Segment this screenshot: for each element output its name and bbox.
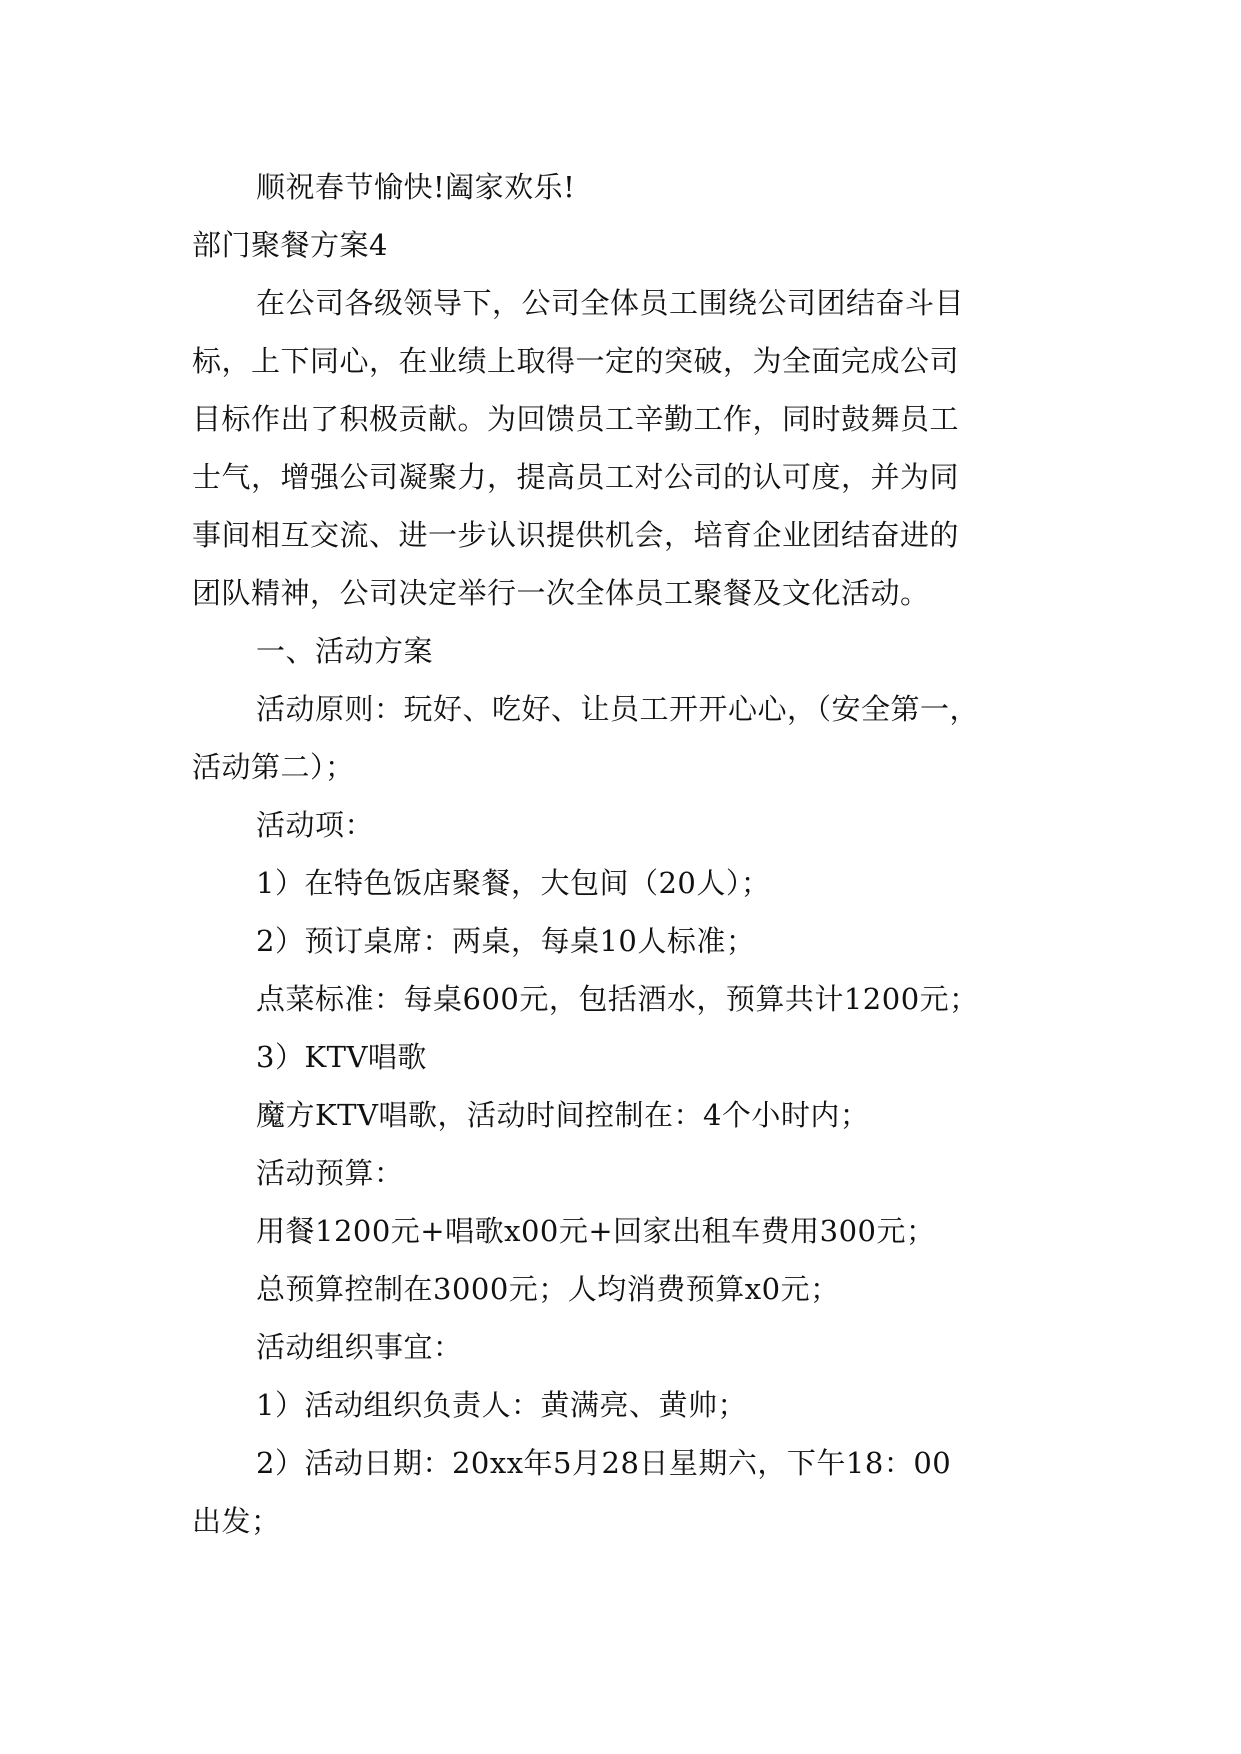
list-item: 2）预订桌席：两桌，每桌10人标准； — [256, 924, 756, 958]
section-title: 部门聚餐方案4 — [192, 228, 388, 262]
paragraph-line: 魔方KTV唱歌，活动时间控制在：4个小时内； — [256, 1098, 870, 1132]
paragraph-line: 用餐1200元+唱歌x00元+回家出租车费用300元； — [256, 1214, 936, 1248]
paragraph-line: 活动组织事宜： — [256, 1330, 463, 1364]
paragraph-line: 目标作出了积极贡献。为回馈员工辛勤工作，同时鼓舞员工 — [192, 402, 960, 436]
list-item: 1）活动组织负责人：黄满亮、黄帅； — [256, 1388, 747, 1422]
section-heading: 一、活动方案 — [256, 634, 434, 668]
paragraph-line: 士气，增强公司凝聚力，提高员工对公司的认可度，并为同 — [192, 460, 960, 494]
paragraph-line: 团队精神，公司决定举行一次全体员工聚餐及文化活动。 — [192, 576, 930, 610]
closing-greeting: 顺祝春节愉快!阖家欢乐! — [256, 170, 576, 204]
paragraph-line: 活动项： — [256, 808, 375, 842]
list-item: 2）活动日期：20xx年5月28日星期六，下午18：00 — [256, 1446, 952, 1480]
list-item: 1）在特色饭店聚餐，大包间（20人）； — [256, 866, 771, 900]
paragraph-line: 活动第二）； — [192, 750, 355, 784]
paragraph-line: 在公司各级领导下，公司全体员工围绕公司团结奋斗目 — [256, 286, 965, 320]
paragraph-line: 总预算控制在3000元；人均消费预算x0元； — [256, 1272, 840, 1306]
paragraph-line: 出发； — [192, 1504, 281, 1538]
paragraph-line: 活动原则：玩好、吃好、让员工开开心心，（安全第一， — [256, 692, 980, 726]
paragraph-line: 事间相互交流、进一步认识提供机会，培育企业团结奋进的 — [192, 518, 960, 552]
paragraph-line: 标，上下同心，在业绩上取得一定的突破，为全面完成公司 — [192, 344, 960, 378]
paragraph-line: 活动预算： — [256, 1156, 404, 1190]
list-item: 3）KTV唱歌 — [256, 1040, 427, 1074]
paragraph-line: 点菜标准：每桌600元，包括酒水，预算共计1200元； — [256, 982, 979, 1016]
